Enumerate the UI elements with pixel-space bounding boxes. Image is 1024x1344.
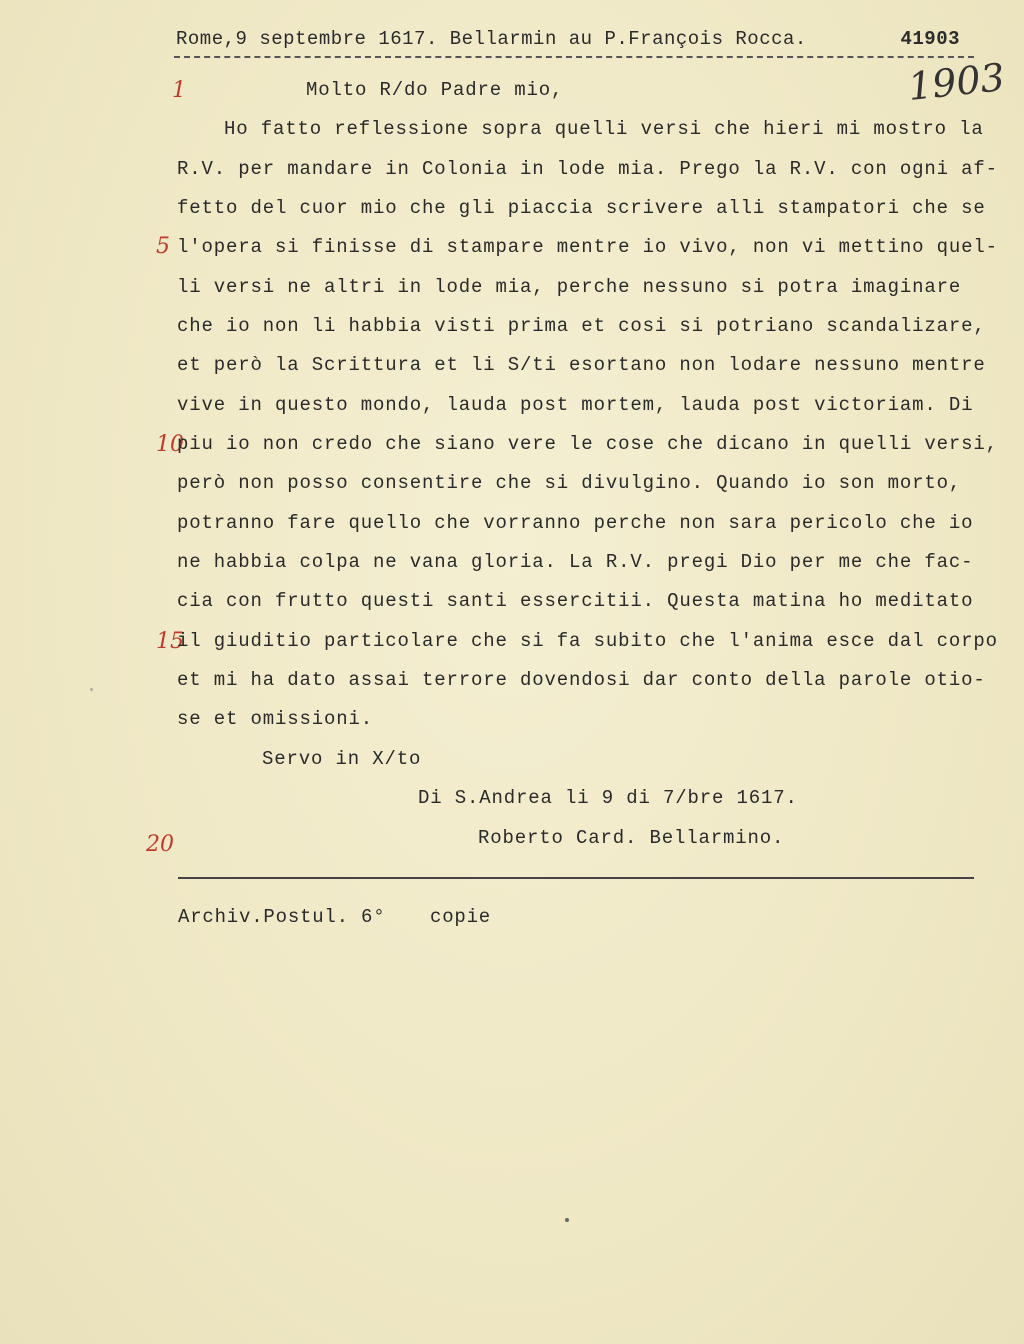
letter-line: li versi ne altri in lode mia, perche nessuno si potra imaginare xyxy=(177,276,962,298)
letter-line: il giuditio particolare che si fa subito che l'anima esce dal corpo xyxy=(177,630,998,652)
header-title: Rome,9 septembre 1617. Bellarmin au P.François Rocca. xyxy=(176,28,807,50)
margin-number-5: 5 xyxy=(156,234,170,259)
letter-line: ne habbia colpa ne vana gloria. La R.V. pregi Dio per me che fac- xyxy=(177,551,974,573)
letter-line: l'opera si finisse di stampare mentre io vivo, non vi mettino quel- xyxy=(177,236,998,258)
handwritten-number: 1903 xyxy=(905,55,1007,109)
copy-note: copie xyxy=(430,906,492,928)
letter-line: potranno fare quello che vorranno perche non sara pericolo che io xyxy=(177,512,974,534)
margin-number-15: 15 xyxy=(156,629,184,654)
paper-speck xyxy=(90,688,93,691)
letter-line: vive in questo mondo, lauda post mortem, lauda post victoriam. Di xyxy=(177,394,974,416)
letter-line: che io non li habbia visti prima et cosi si potriano scandalizare, xyxy=(177,315,986,337)
date-line: Di S.Andrea li 9 di 7/bre 1617. xyxy=(418,787,798,809)
footer-rule xyxy=(178,877,974,879)
letter-line: et però la Scrittura et li S/ti esortano non lodare nessuno mentre xyxy=(177,354,986,376)
letter-line: cia con frutto questi santi essercitii. Questa matina ho meditato xyxy=(177,590,974,612)
letter-line: però non posso consentire che si divulgino. Quando io son morto, xyxy=(177,472,962,494)
paper-speck xyxy=(565,1218,569,1222)
margin-number-1: 1 xyxy=(172,78,186,103)
margin-number-20: 20 xyxy=(146,832,174,857)
archive-reference: Archiv.Postul. 6° xyxy=(178,906,386,928)
letter-line: et mi ha dato assai terrore dovendosi dar conto della parole otio- xyxy=(177,669,986,691)
margin-number-10: 10 xyxy=(156,432,184,457)
letter-line: piu io non credo che siano vere le cose che dicano in quelli versi, xyxy=(177,433,998,455)
letter-line: Ho fatto reflessione sopra quelli versi che hieri mi mostro la xyxy=(224,118,984,140)
document-header xyxy=(176,28,972,50)
letter-line: fetto del cuor mio che gli piaccia scrivere alli stampatori che se xyxy=(177,197,986,219)
header-rule xyxy=(174,56,974,58)
letter-line: R.V. per mandare in Colonia in lode mia. Prego la R.V. con ogni af- xyxy=(177,158,998,180)
letter-line: se et omissioni. xyxy=(177,708,374,730)
signature: Roberto Card. Bellarmino. xyxy=(478,827,785,849)
closing: Servo in X/to xyxy=(262,748,422,770)
header-number: 41903 xyxy=(900,28,960,50)
salutation: Molto R/do Padre mio, xyxy=(306,79,564,101)
